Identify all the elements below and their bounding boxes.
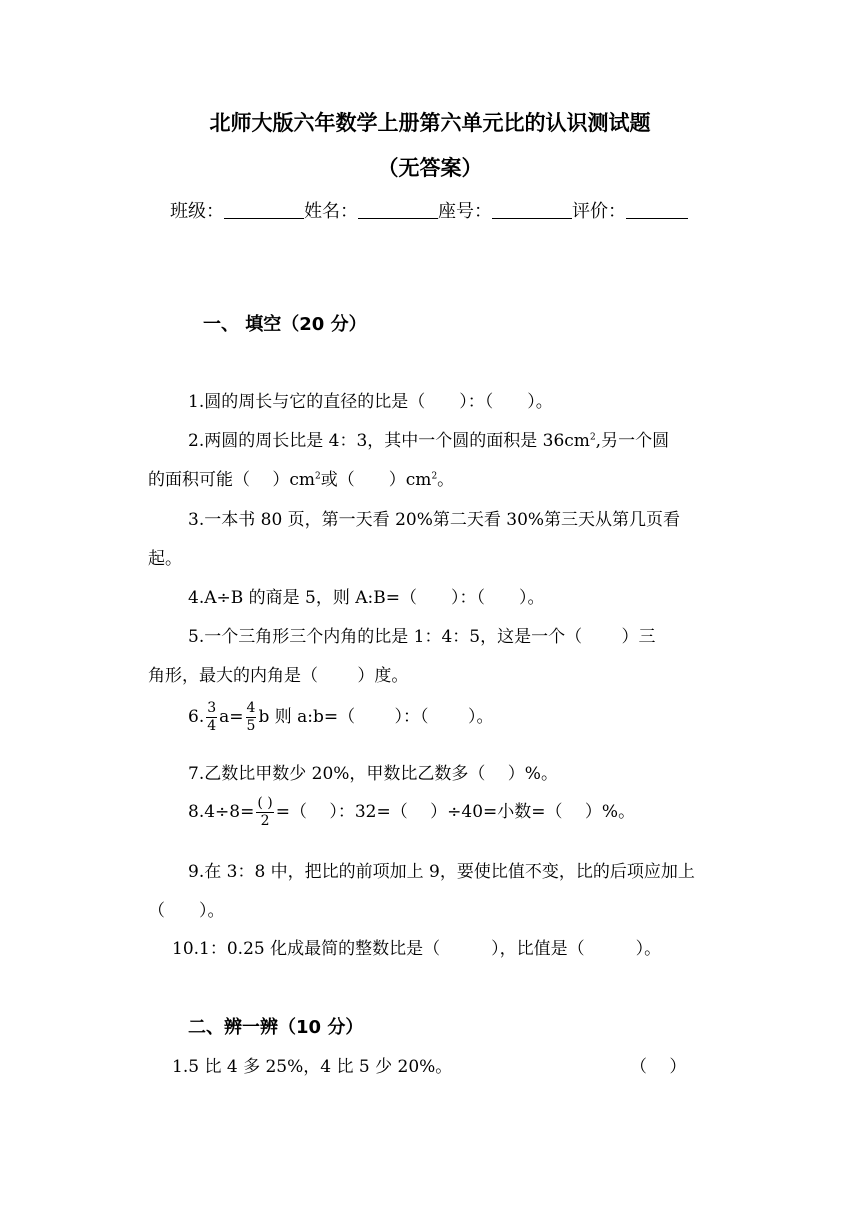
grade-label: 评价： xyxy=(572,201,626,222)
worksheet-title: 北师大版六年数学上册第六单元比的认识测试题 xyxy=(209,111,651,135)
class-blank[interactable] xyxy=(224,200,304,219)
question-5-line2: 角形，最大的内角是（ ）度。 xyxy=(148,666,409,686)
fraction-3-4: $\frac{3}{4}$ xyxy=(207,700,217,734)
question-9-line2: （ ）。 xyxy=(148,901,225,921)
fraction-4-5: $\frac{4}{5}$ xyxy=(246,700,256,734)
question-3-line1: 3.一本书 80 页，第一天看 20%第二天看 30%第三天从第几页看 xyxy=(188,510,681,530)
question-6: 6. $\frac{3}{4}$ a= $\frac{4}{5}$ b 则 a:b=（ ）：（ ）。 xyxy=(188,700,494,734)
question-2-line1: 2.两圆的周长比是 4：3，其中一个圆的面积是 $36cm^2$,另一个圆 xyxy=(188,431,670,451)
question-7: 7.乙数比甲数少 20%，甲数比乙数多（ ）%。 xyxy=(188,764,558,784)
seat-blank[interactable] xyxy=(492,200,572,219)
section2-heading: 二、辨一辨（10 分） xyxy=(188,1017,364,1038)
section1-heading: 一、 填空（20 分） xyxy=(203,314,367,335)
section2-question-1: 1.5 比 4 多 25%，4 比 5 少 20%。 xyxy=(172,1057,453,1077)
question-9-line1: 9.在 3：8 中，把比的前项加上 9，要使比值不变，比的后项应加上 xyxy=(188,862,695,882)
student-info-line xyxy=(170,197,688,223)
seat-label: 座号： xyxy=(438,201,492,222)
question-5-line1: 5.一个三角形三个内角的比是 1：4：5，这是一个（ ）三 xyxy=(188,627,656,647)
section2-question-1-bracket[interactable]: （ ） xyxy=(630,1057,687,1077)
question-10: 10.1：0.25 化成最简的整数比是（ ），比值是（ ）。 xyxy=(172,939,662,959)
worksheet-subtitle: （无答案） xyxy=(377,156,483,180)
question-1: 1.圆的周长与它的直径的比是（ ）：（ ）。 xyxy=(188,392,553,412)
name-label: 姓名： xyxy=(304,201,358,222)
question-2-line2: 的面积可能（ ）$cm^2$或（ ）$cm^2$。 xyxy=(148,470,455,490)
name-blank[interactable] xyxy=(358,200,438,219)
grade-blank[interactable] xyxy=(626,200,688,219)
question-4: 4.A÷B 的商是 5，则 A:B=（ ）：（ ）。 xyxy=(188,588,545,608)
question-3-line2: 起。 xyxy=(148,549,182,569)
class-label: 班级： xyxy=(170,201,224,222)
question-8: 8.4÷8= $\frac{( )}{2}$ =（ ）：32=（ ）÷40=小数=（ ）%。 xyxy=(188,795,636,829)
fraction-blank-2: $\frac{( )}{2}$ xyxy=(257,795,273,829)
